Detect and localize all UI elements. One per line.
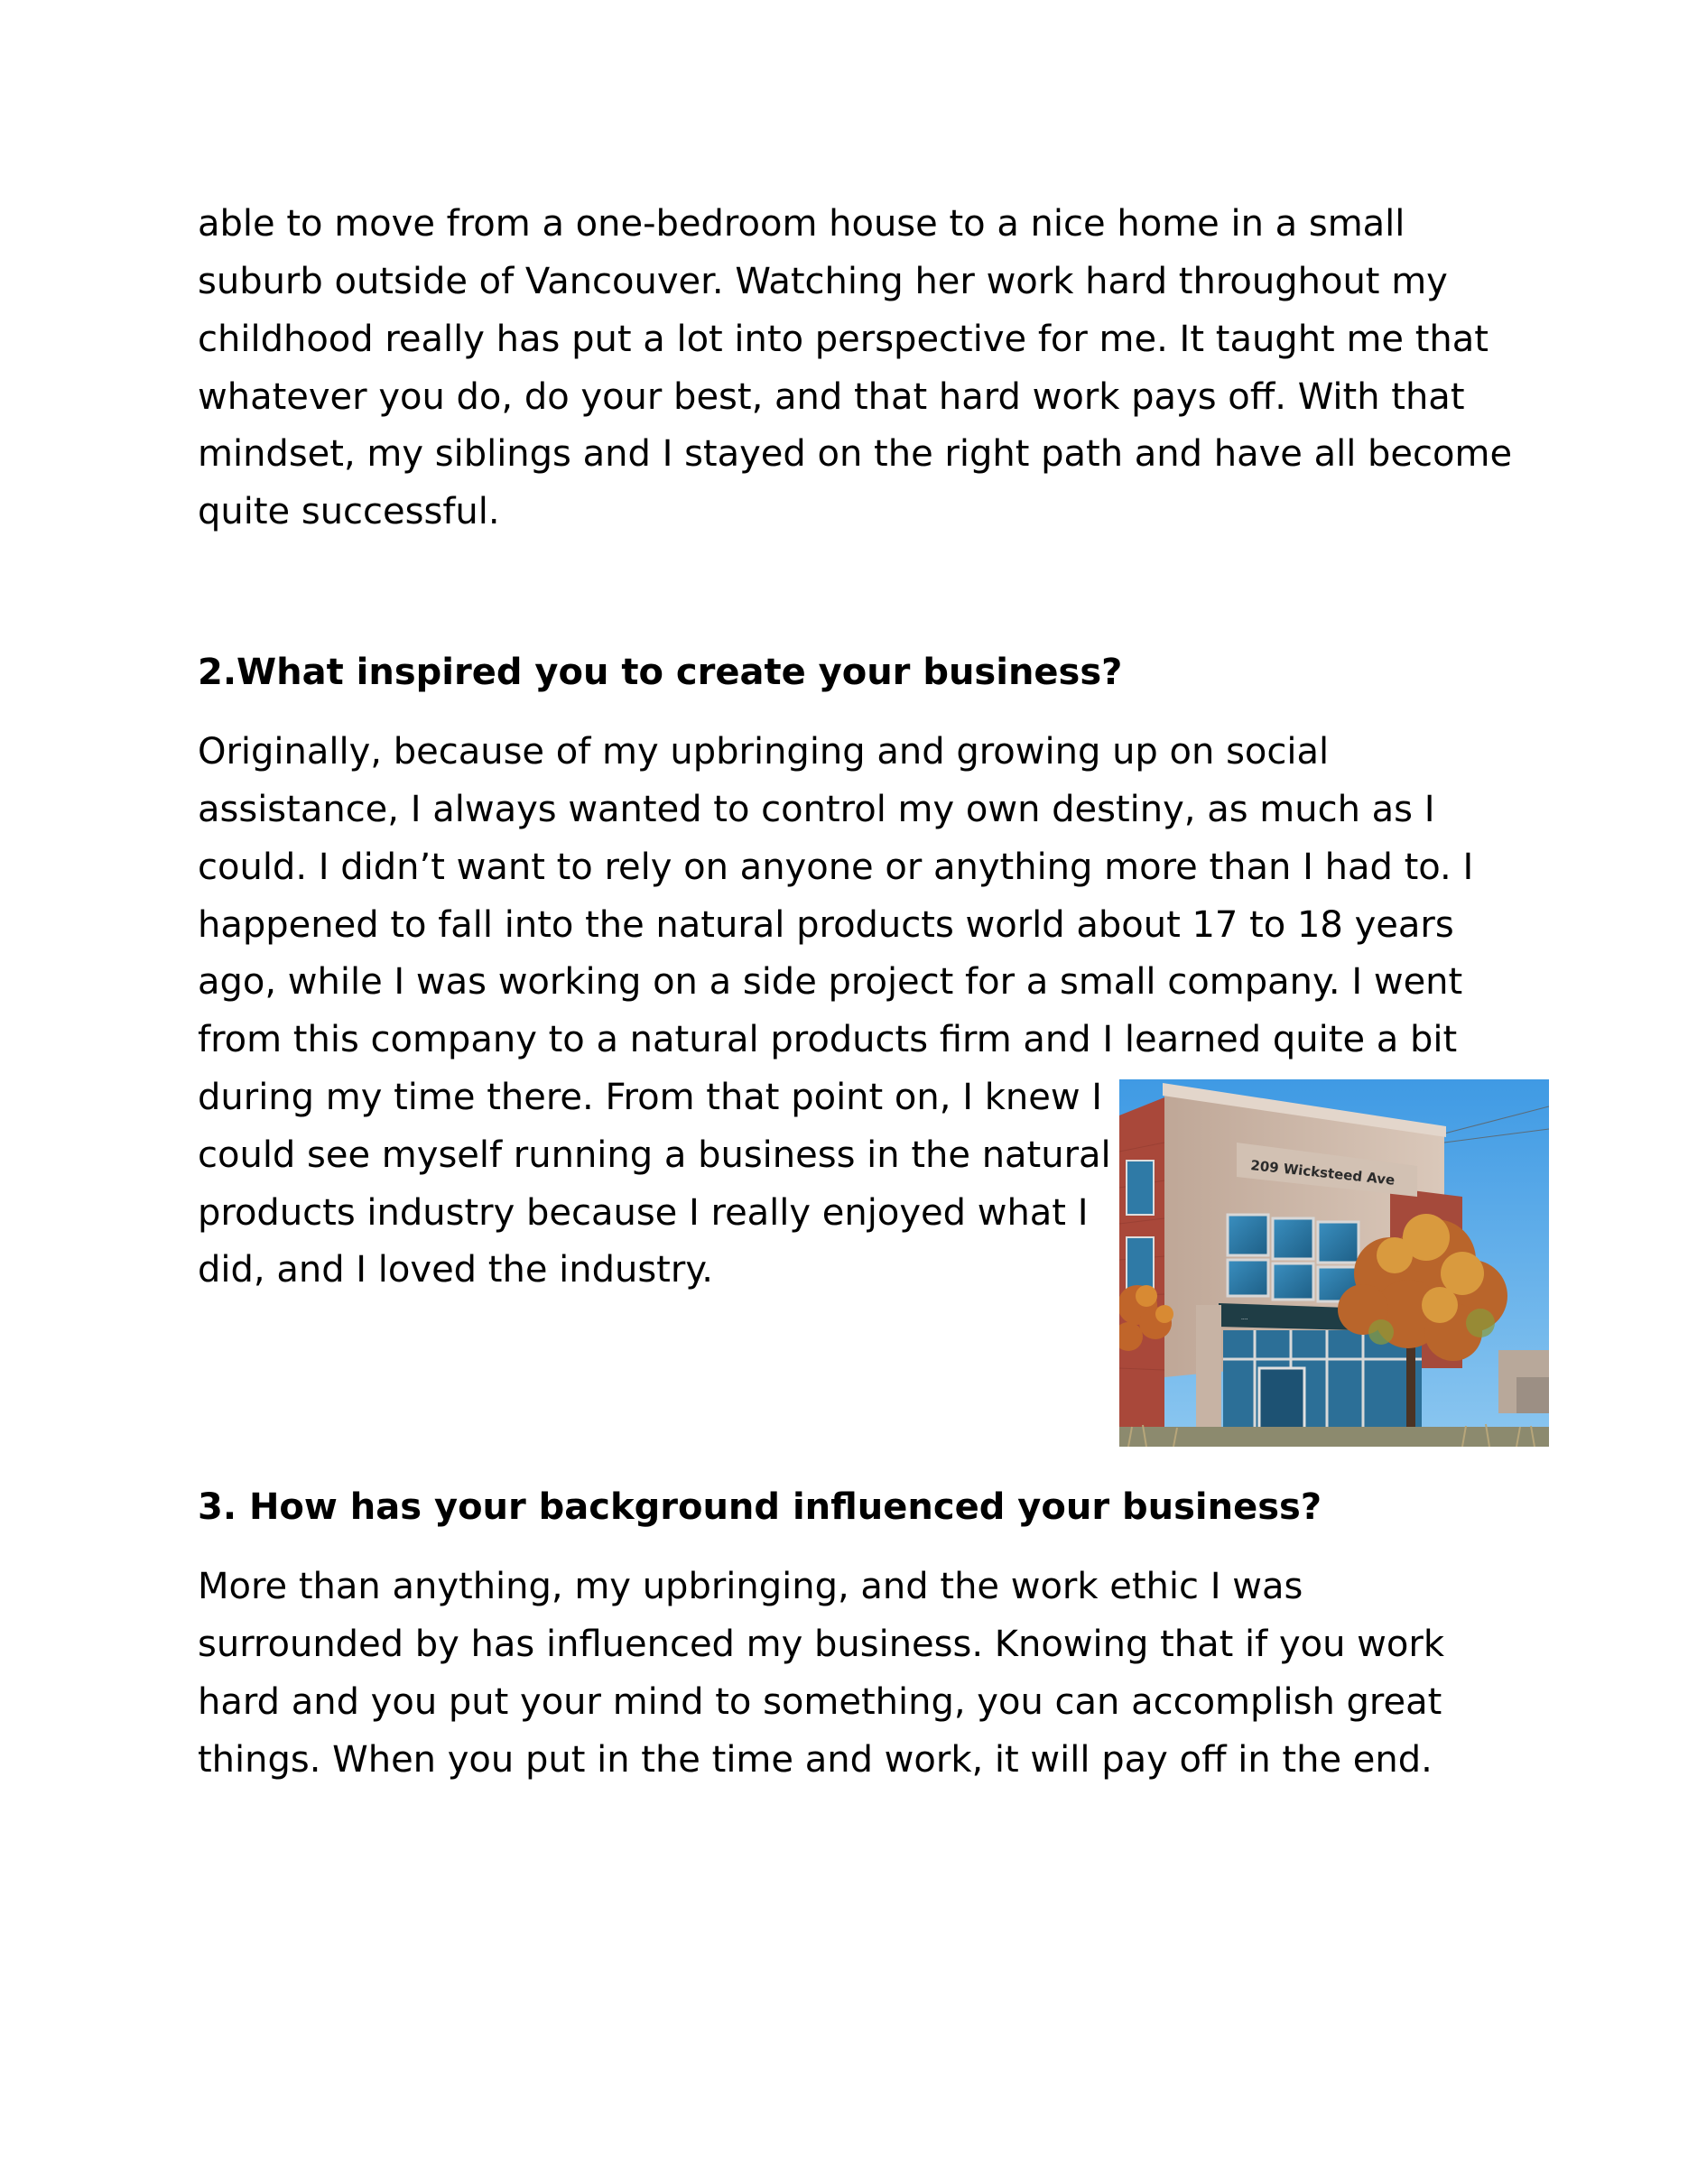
text-line: ago, while I was working on a side project for a small company. I went <box>198 961 1463 1003</box>
building-sign: 209 Wicksteed Ave <box>1249 1157 1396 1189</box>
question-3-heading: 3. How has your background influenced your business? <box>198 1486 1322 1528</box>
text-line: could see myself running a business in the natural <box>198 1134 1111 1176</box>
text-line: able to move from a one-bedroom house to a nice home in a small <box>198 203 1405 245</box>
text-line: hard and you put your mind to something, you can accomplish great <box>198 1681 1442 1723</box>
text-line: from this company to a natural products firm and I learned quite a bit <box>198 1019 1458 1060</box>
text-line: mindset, my siblings and I stayed on the right path and have all become <box>198 433 1513 475</box>
text-line: suburb outside of Vancouver. Watching her work hard throughout my <box>198 261 1448 302</box>
text-line: childhood really has put a lot into perspective for me. It taught me that <box>198 319 1489 360</box>
svg-text:....: .... <box>1241 1315 1248 1321</box>
text-line: happened to fall into the natural products world about 17 to 18 years <box>198 904 1454 946</box>
text-line: did, and I loved the industry. <box>198 1249 713 1291</box>
building-photo <box>1119 1079 1549 1447</box>
text-line: things. When you put in the time and work, it will pay off in the end. <box>198 1739 1433 1781</box>
text-line: could. I didn’t want to rely on anyone or anything more than I had to. I <box>198 847 1474 888</box>
question-2-heading: 2.What inspired you to create your business? <box>198 652 1123 693</box>
text-line: whatever you do, do your best, and that hard work pays off. With that <box>198 376 1465 418</box>
text-line: Originally, because of my upbringing and growing up on social <box>198 731 1330 773</box>
text-line: More than anything, my upbringing, and the work ethic I was <box>198 1566 1303 1607</box>
text-line: surrounded by has influenced my business. Knowing that if you work <box>198 1624 1444 1665</box>
text-line: products industry because I really enjoyed what I <box>198 1192 1089 1234</box>
text-line: assistance, I always wanted to control my own destiny, as much as I <box>198 789 1435 830</box>
text-line: quite successful. <box>198 491 500 532</box>
text-line: during my time there. From that point on, I knew I <box>198 1077 1103 1118</box>
